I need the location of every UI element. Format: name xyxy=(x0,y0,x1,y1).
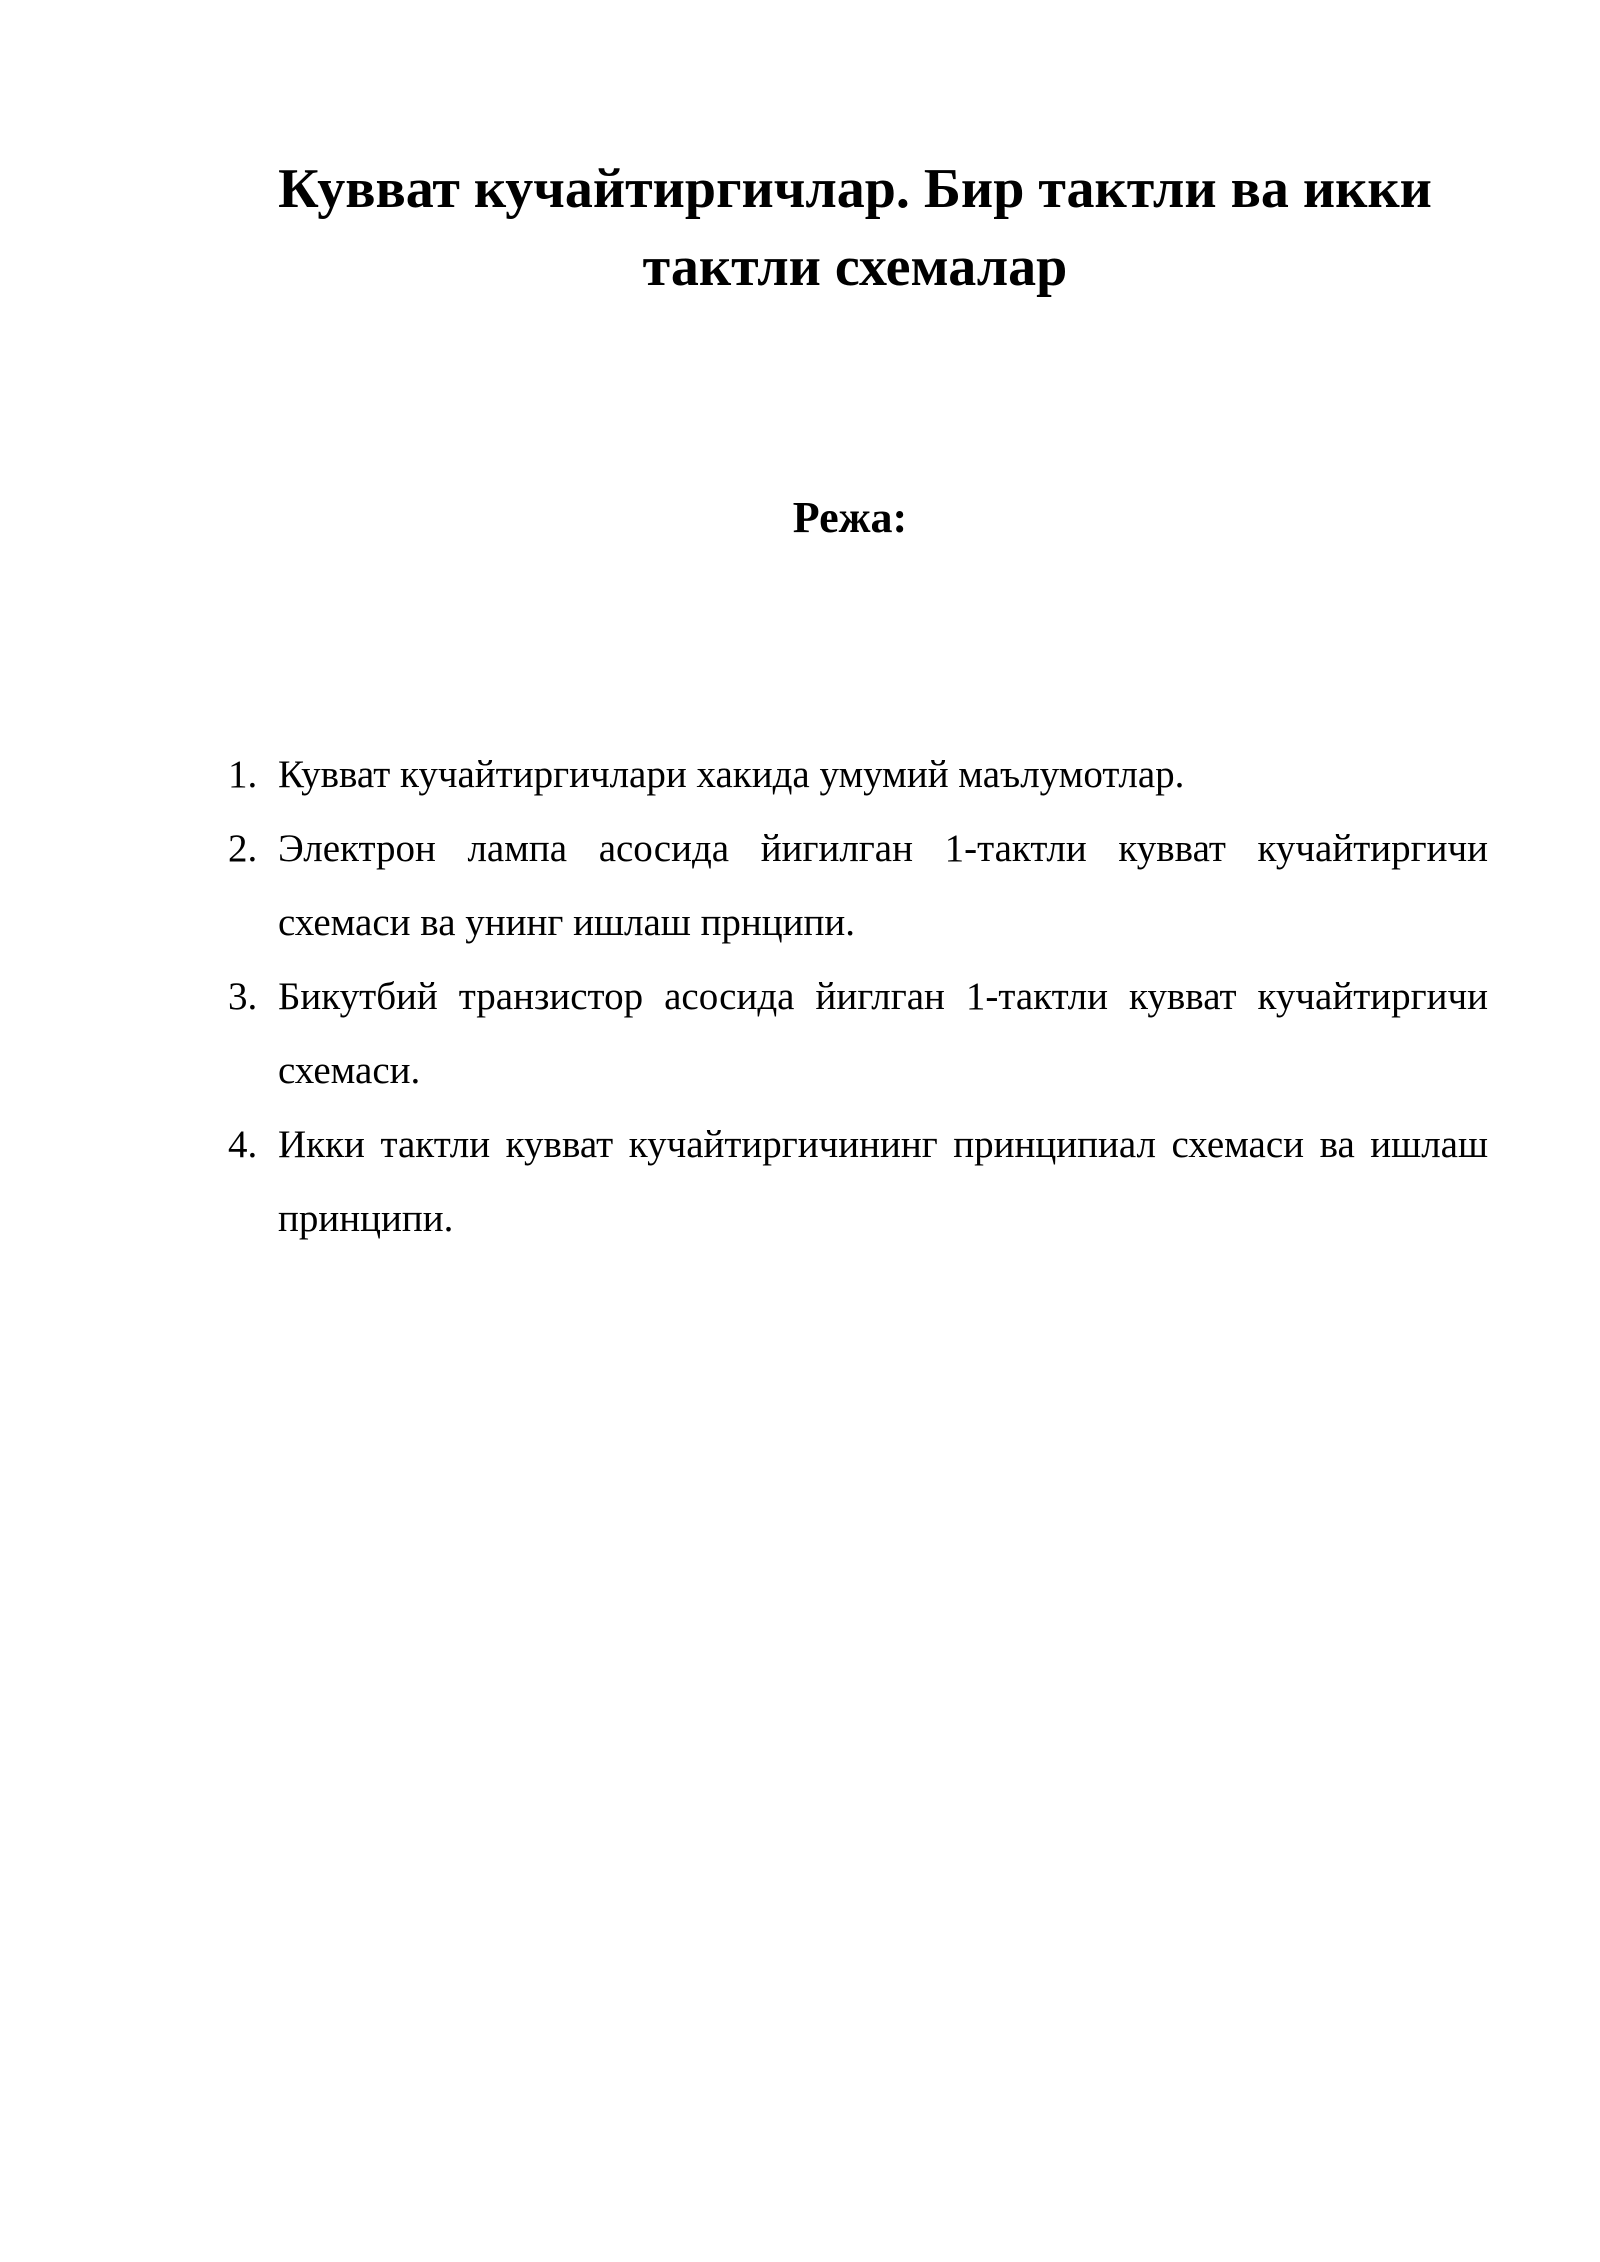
plan-item-number: 1. xyxy=(228,753,258,796)
plan-item-number: 4. xyxy=(228,1123,258,1166)
plan-item-text: Электрон лампа асосида йигилган 1-тактли кувват кучайтиргичи схемаси ва унинг ишлаш прнципи. xyxy=(278,827,1488,944)
plan-list xyxy=(228,738,1488,1256)
plan-item xyxy=(228,1108,1488,1256)
plan-item-text: Бикутбий транзистор асосида йиглган 1-тактли кувват кучайтиргичи схемаси. xyxy=(278,975,1488,1092)
document-title: Кувват кучайтиргичлар. Бир тактли ва икки тактли схемалар xyxy=(278,158,1432,298)
plan-item xyxy=(228,960,1488,1108)
plan-item-number: 2. xyxy=(228,827,258,870)
plan-item xyxy=(228,738,1488,812)
plan-item-text: Икки тактли кувват кучайтиргичининг принципиал схемаси ва ишлаш принципи. xyxy=(278,1123,1488,1240)
plan-heading: Режа: xyxy=(792,493,908,542)
plan-item-number: 3. xyxy=(228,975,258,1018)
plan-item xyxy=(228,812,1488,960)
plan-item-text: Кувват кучайтиргичлари хакида умумий маълумотлар. xyxy=(278,753,1185,796)
